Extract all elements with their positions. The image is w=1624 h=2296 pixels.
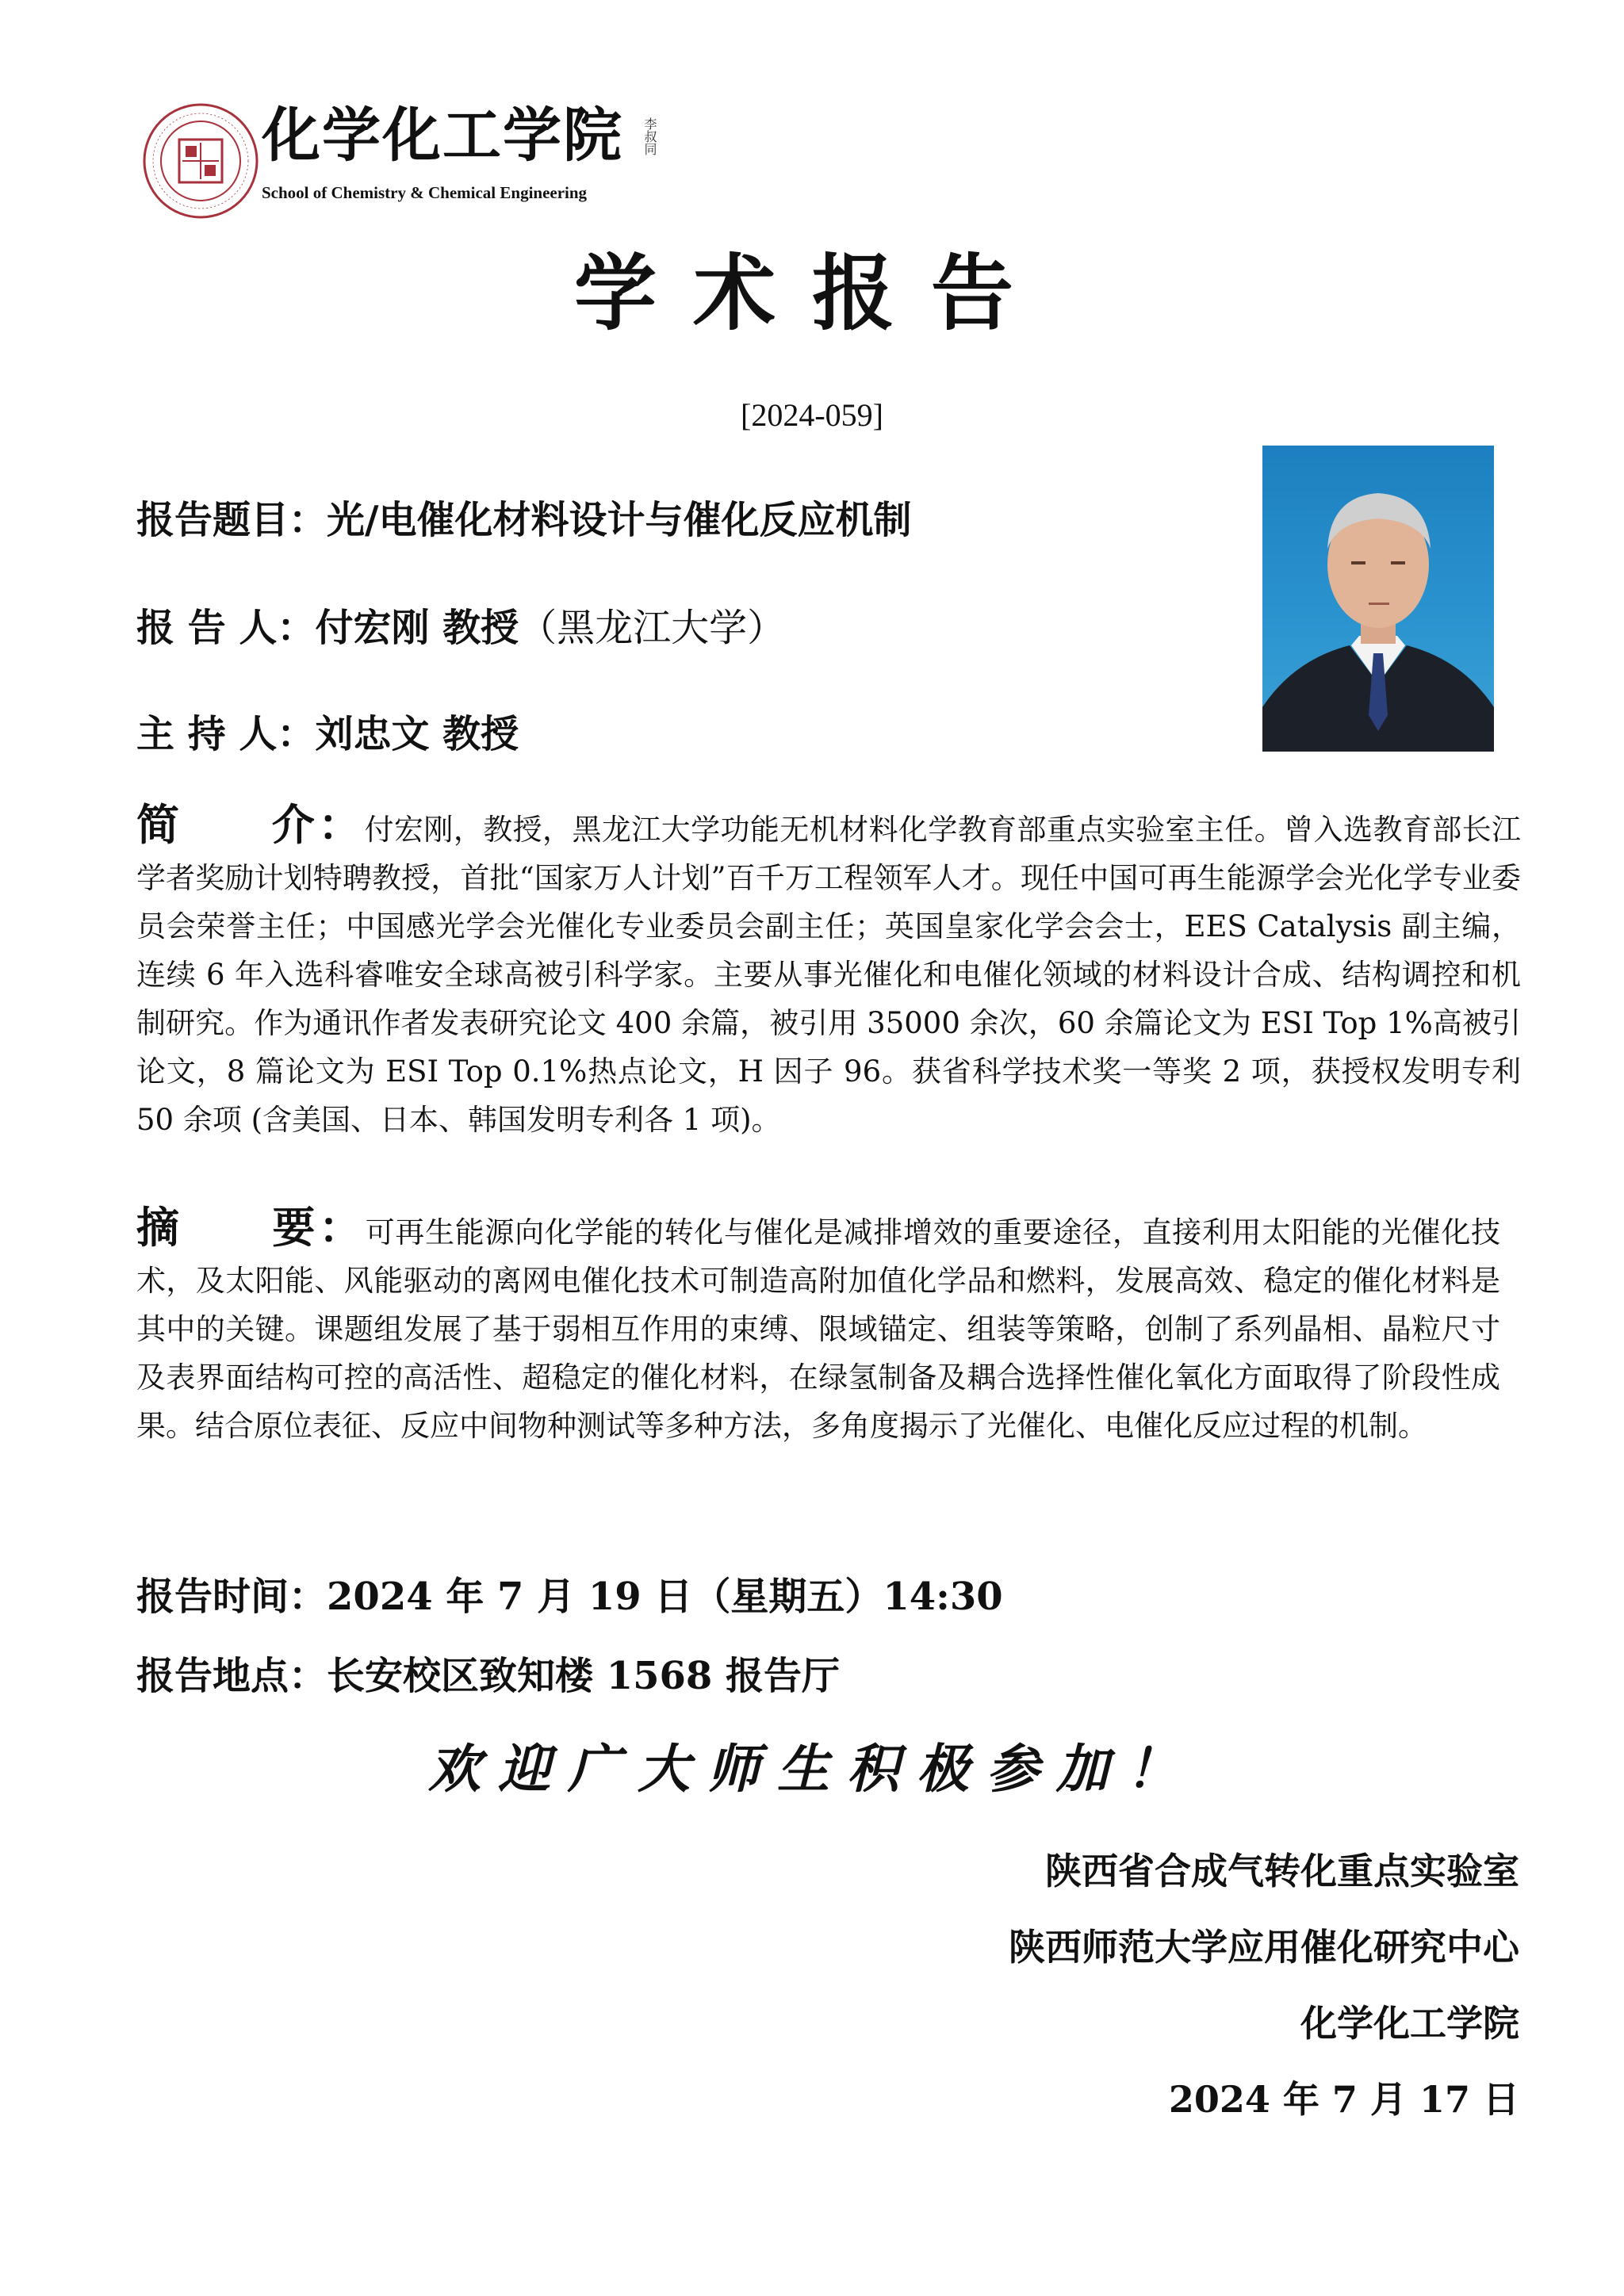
page-title: 学术报告 — [573, 244, 1050, 342]
issue-date: 2024 年 7 月 17 日 — [1168, 2078, 1519, 2121]
place-label: 报告地点： — [136, 1654, 327, 1698]
school-seal-icon — [141, 101, 260, 220]
school-name-en: School of Chemistry & Chemical Engineering — [262, 183, 588, 202]
host-row — [136, 712, 519, 756]
bio-heading: 简 介： — [136, 799, 365, 850]
organizer-1: 陕西省合成气转化重点实验室 — [1045, 1850, 1519, 1892]
time-label: 报告时间： — [136, 1575, 327, 1619]
school-name-cn: 化学化工学院 — [262, 101, 623, 170]
speaker-value: 付宏刚 教授 — [315, 606, 519, 650]
organizer-3: 化学化工学院 — [1300, 2002, 1519, 2045]
abstract-paragraph — [136, 1203, 1500, 1450]
welcome-message: 欢迎广大师生积极参加！ — [428, 1738, 1196, 1800]
bio-text: 付宏刚，教授，黑龙江大学功能无机材料化学教育部重点实验室主任。曾入选教育部长江学者奖励计划特聘教授，首批“国家万人计划”百千万工程领军人才。现任中国可再生能源学会光化学专业委员会荣誉主任；中国感光学会光催化专业委员会副主任；英国皇家化学会会士，EES Catalysis 副主编，连续 6 年入选科睿唯安全球高被引科学家。主要从事光催化和电催化领域的材料设计合成、结构调控和机制研究。作为通讯作者发表研究论文 400 余篇，被引用 35000 余次，60 余篇论文为 ESI Top 1%高被引论文，8 篇论文为 ESI Top 0.1%热点论文，H 因子 96。获省科学技术奖一等奖 2 项，获授权发明专利 50 余项 (含美国、日本、韩国发明专利各 1 项)。 — [136, 813, 1522, 1137]
school-logo — [141, 101, 657, 220]
speaker-photo — [1262, 446, 1494, 752]
host-label: 主 持 人： — [136, 712, 316, 756]
host-value: 刘忠文 教授 — [315, 712, 519, 756]
time-value: 2024 年 7 月 19 日（星期五）14:30 — [327, 1575, 1003, 1619]
speaker-portrait-icon — [1262, 446, 1494, 752]
speaker-label: 报 告 人： — [136, 606, 316, 650]
place-value: 长安校区致知楼 1568 报告厅 — [327, 1654, 841, 1698]
topic-value: 光/电催化材料设计与催化反应机制 — [327, 498, 912, 542]
time-row — [136, 1575, 1003, 1619]
organizer-2: 陕西师范大学应用催化研究中心 — [1009, 1926, 1519, 1969]
document-number: [2024-059] — [741, 397, 883, 433]
place-row — [136, 1654, 841, 1698]
speaker-affiliation: （黑龙江大学） — [519, 606, 786, 650]
speaker-row — [136, 606, 786, 650]
calligraphy-signature: 李叔同 — [642, 117, 657, 155]
abstract-heading: 摘 要： — [136, 1202, 366, 1253]
topic-label: 报告题目： — [136, 498, 327, 542]
bio-paragraph — [136, 801, 1521, 1144]
topic-row — [136, 498, 912, 542]
abstract-text: 可再生能源向化学能的转化与催化是减排增效的重要途径，直接利用太阳能的光催化技术，及太阳能、风能驱动的离网电催化技术可制造高附加值化学品和燃料，发展高效、稳定的催化材料是其中的关键。课题组发展了基于弱相互作用的束缚、限域锚定、组装等策略，创制了系列晶相、晶粒尺寸及表界面结构可控的高活性、超稳定的催化材料，在绿氢制备及耦合选择性催化氧化方面取得了阶段性成果。结合原位表征、反应中间物种测试等多种方法，多角度揭示了光催化、电催化反应过程的机制。 — [136, 1215, 1501, 1443]
